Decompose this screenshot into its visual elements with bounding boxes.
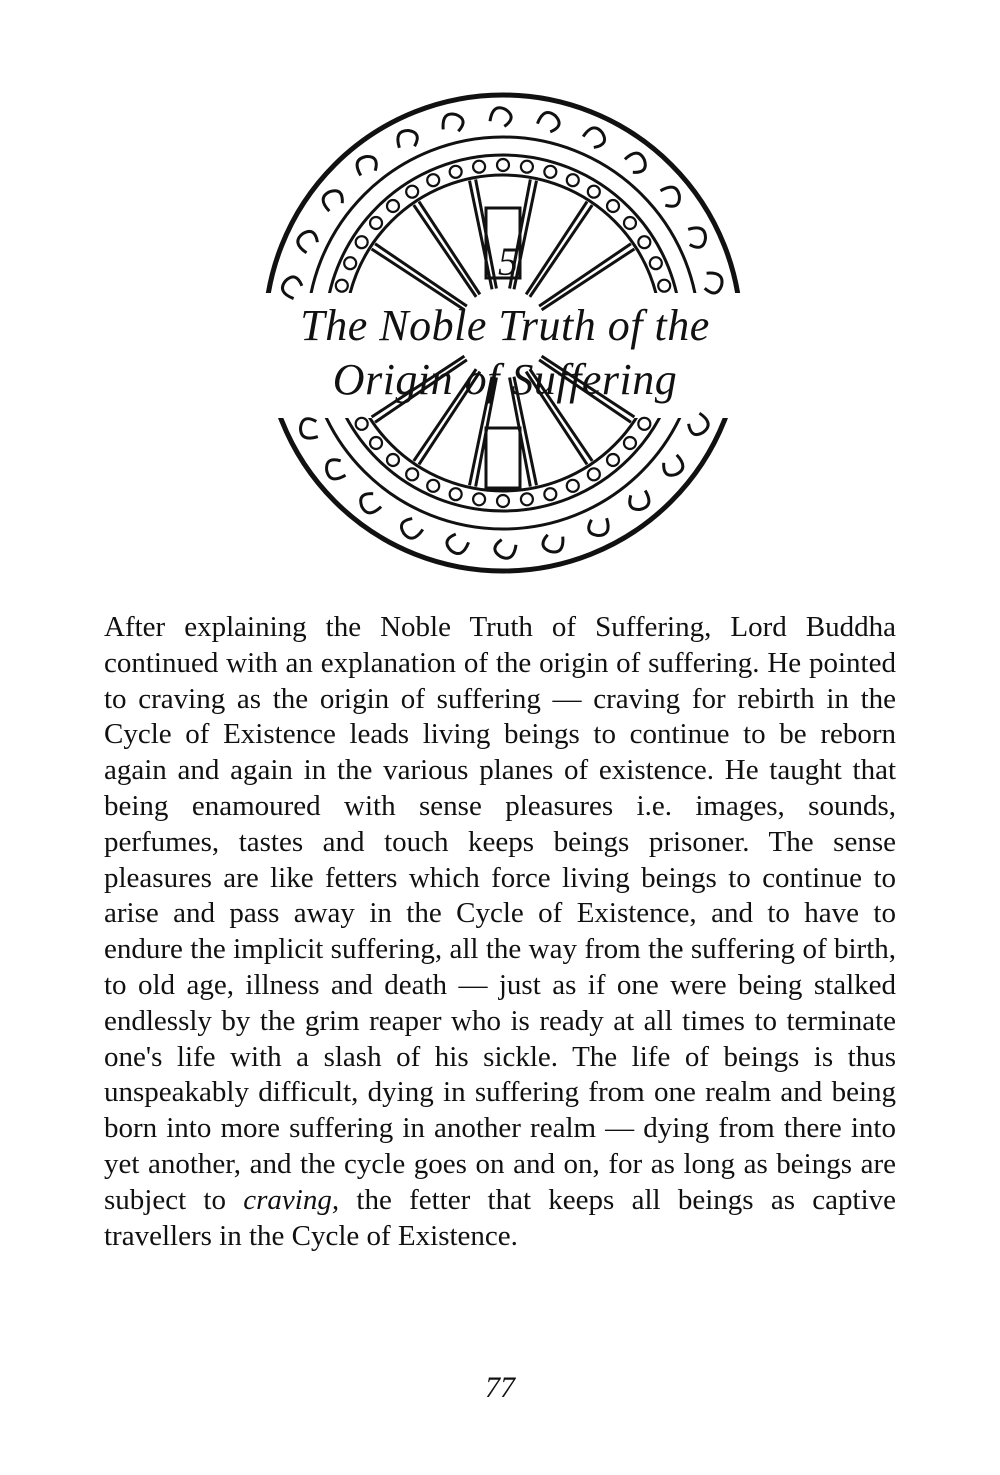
chapter-body-paragraph [104, 610, 896, 1254]
body-emphasis-craving: craving, [243, 1183, 340, 1216]
body-text-before: After explaining the Noble Truth of Suffering, Lord Buddha continued with an explanation of the origin of suffering. He pointed to craving as the origin of suffering — craving for rebirth in the Cycle of Existence leads living beings to continue to be reborn again and again in the various planes of existence. He taught that being enamoured with sense pleasures i.e. images, sounds, perfumes, tastes and touch keeps beings prisoner. The sense pleasures are like fetters which force living beings to continue to arise and pass away in the Cycle of Existence, and to have to endure the implicit suffering, all the way from the suffering of birth, to old age, illness and death — just as if one were being stalked endlessly by the grim reaper who is ready at all times to terminate one's life with a slash of his sickle. The life of beings is thus unspeakably difficult, dying in suffering from one realm and being born into more suffering in another realm — dying from there into yet another, and the cycle goes on and on, for as long as beings are subject to [104, 611, 896, 1216]
chapter-title-line-2: Origin of Suffering [332, 355, 678, 404]
body-text-after: the fetter that keeps all beings as captive travellers in the Cycle of Existence. [104, 1183, 897, 1252]
page-number: 77 [485, 1371, 515, 1404]
chapter-number: 5 [498, 239, 518, 284]
chapter-title-line-1: The Noble Truth of the [300, 301, 710, 350]
